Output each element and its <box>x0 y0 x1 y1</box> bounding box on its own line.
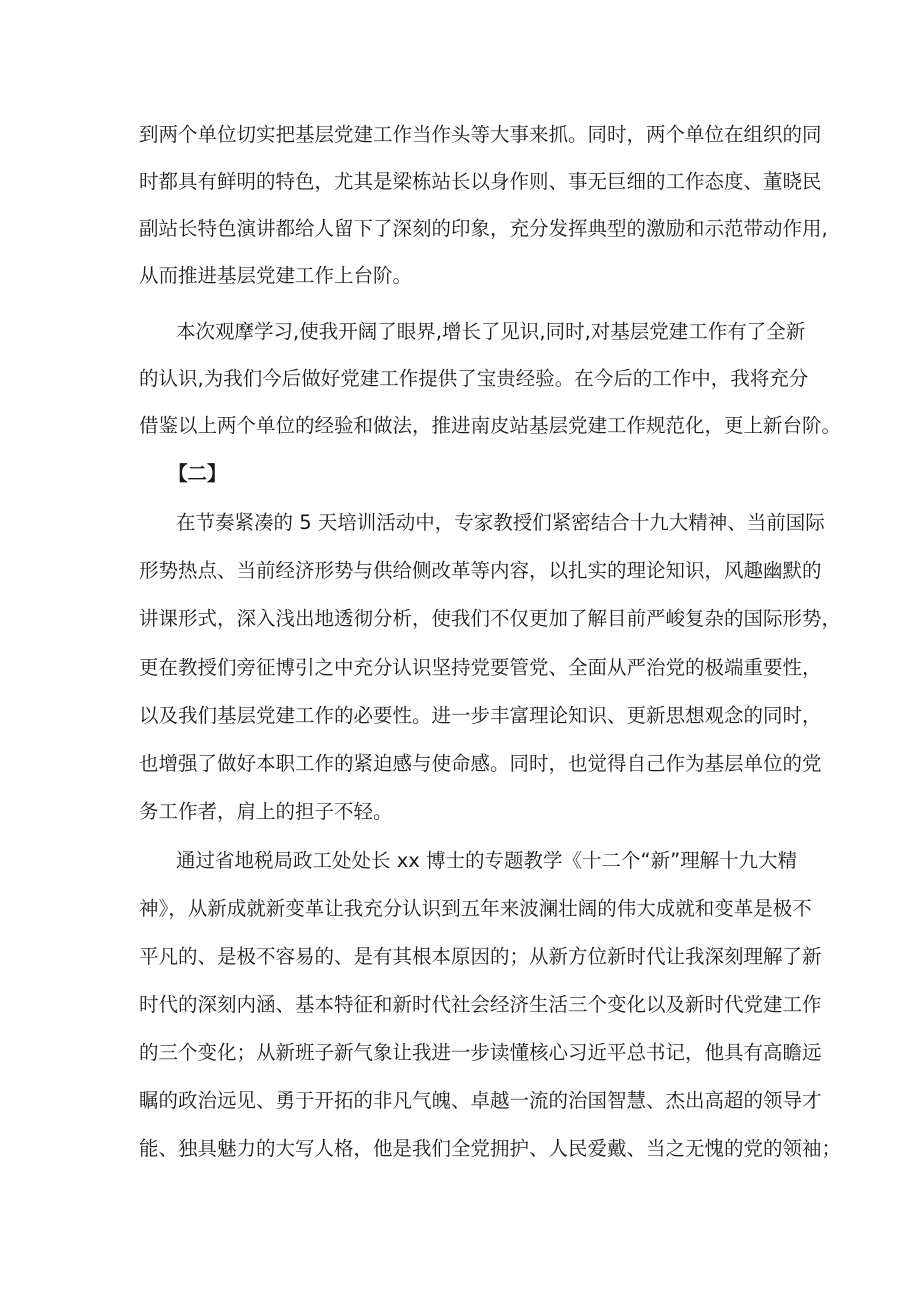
paragraph-1-line-1: 到两个单位切实把基层党建工作当作头等大事来抓。同时，两个单位在组织的同 <box>139 123 822 146</box>
paragraph-3-line-3: 讲课形式，深入浅出地透彻分析，使我们不仅更加了解目前严峻复杂的国际形势， <box>139 607 842 630</box>
paragraph-4-line-3: 平凡的、是极不容易的、是有其根本原因的；从新方位新时代让我深刻理解了新 <box>139 945 822 968</box>
paragraph-1-line-2: 时都具有鲜明的特色，尤其是梁栋站长以身作则、事无巨细的工作态度、董晓民 <box>139 170 822 193</box>
paragraph-4-line-7: 能、独具魅力的大写人格，他是我们全党拥护、人民爱戴、当之无愧的党的领袖； <box>139 1137 842 1160</box>
paragraph-3-line-2: 形势热点、当前经济形势与供给侧改革等内容，以扎实的理论知识，风趣幽默的 <box>139 559 822 582</box>
paragraph-3-line-5: 以及我们基层党建工作的必要性。进一步丰富理论知识、更新思想观念的同时， <box>139 704 822 727</box>
paragraph-4-line-4: 时代的深刻内涵、基本特征和新时代社会经济生活三个变化以及新时代党建工作 <box>139 993 822 1016</box>
paragraph-3-line-4: 更在教授们旁征博引之中充分认识坚持党要管党、全面从严治党的极端重要性， <box>139 656 822 679</box>
paragraph-4-line-2: 神》，从新成就新变革让我充分认识到五年来波澜壮阔的伟大成就和变革是极不 <box>139 897 812 920</box>
paragraph-4-line-6: 瞩的政治远见、勇于开拓的非凡气魄、卓越一流的治国智慧、杰出高超的领导才 <box>139 1089 822 1112</box>
paragraph-2-line-3: 借鉴以上两个单位的经验和做法，推进南皮站基层党建工作规范化，更上新台阶。 <box>139 414 842 437</box>
paragraph-4-line-5: 的三个变化；从新班子新气象让我进一步读懂核心习近平总书记，他具有高瞻远 <box>139 1041 822 1064</box>
paragraph-3-line-1: 在节奏紧凑的 5 天培训活动中，专家教授们紧密结合十九大精神、当前国际 <box>176 511 825 534</box>
paragraph-1-line-3: 副站长特色演讲都给人留下了深刻的印象，充分发挥典型的激励和示范带动作用, <box>139 217 828 240</box>
paragraph-1-line-4: 从而推进基层党建工作上台阶。 <box>139 264 413 287</box>
paragraph-3-line-7: 务工作者，肩上的担子不轻。 <box>139 800 393 823</box>
section-heading: 【二】 <box>168 462 227 485</box>
paragraph-2-line-1: 本次观摩学习,使我开阔了眼界,增长了见识,同时,对基层党建工作有了全新 <box>176 320 806 343</box>
paragraph-3-line-6: 也增强了做好本职工作的紧迫感与使命感。同时，也觉得自己作为基层单位的党 <box>139 752 822 775</box>
paragraph-2-line-2: 的认识,为我们今后做好党建工作提供了宝贵经验。在今后的工作中，我将充分 <box>139 367 809 390</box>
paragraph-4-line-1: 通过省地税局政工处处长 xx 博士的专题教学《十二个“新”理解十九大精 <box>176 849 798 872</box>
